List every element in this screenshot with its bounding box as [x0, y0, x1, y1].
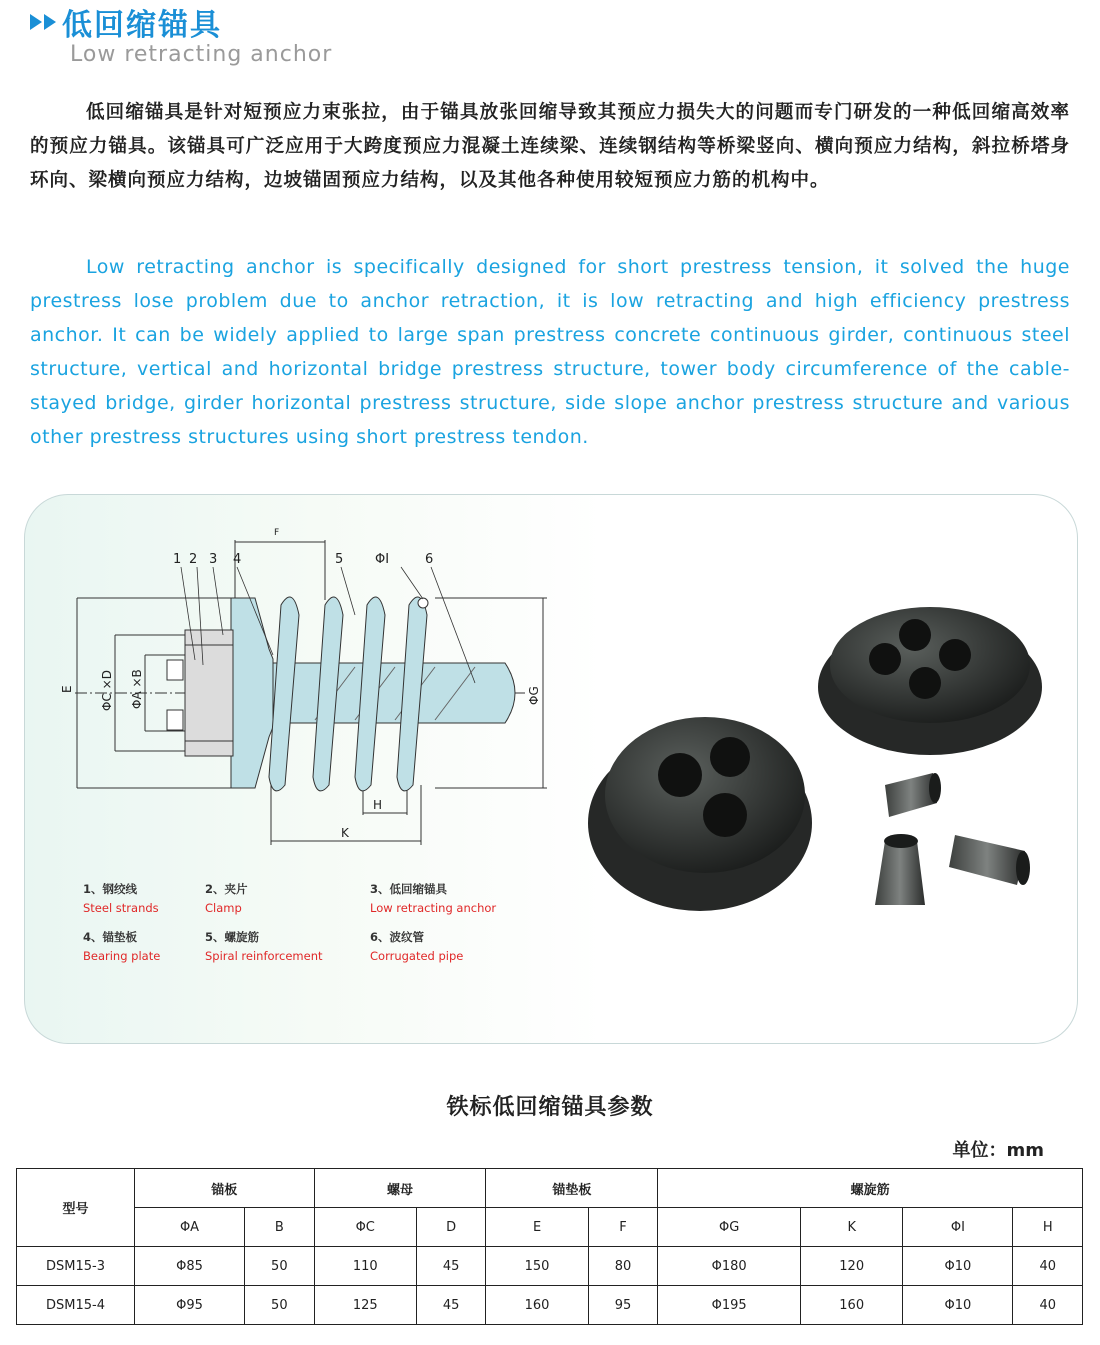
legend-item-6: 6、波纹管 Corrugated pipe — [370, 930, 464, 963]
dim-h-label: H — [373, 798, 383, 812]
table-cell-model: DSM15-3 — [17, 1247, 135, 1286]
group-header-spiral: 螺旋筋 — [658, 1169, 1083, 1208]
table-cell: Φ180 — [658, 1247, 801, 1286]
column-header: ΦI — [903, 1208, 1013, 1247]
table-cell: Φ85 — [135, 1247, 245, 1286]
dim-cd-label: ΦC ×D — [100, 670, 114, 711]
callout-1: 1 — [173, 552, 182, 567]
column-header: ΦC — [314, 1208, 416, 1247]
table-column-header-row — [17, 1208, 1083, 1247]
table-cell: Φ10 — [903, 1286, 1013, 1325]
model-header: 型号 — [17, 1169, 135, 1247]
callout-3: 3 — [209, 552, 218, 567]
table-row — [17, 1286, 1083, 1325]
unit-label: 单位：mm — [952, 1140, 1044, 1161]
callout-4: 4 — [233, 552, 242, 567]
table-title: 铁标低回缩锚具参数 — [446, 1095, 654, 1120]
dim-k-label: K — [341, 826, 349, 840]
table-cell-model: DSM15-4 — [17, 1286, 135, 1325]
table-cell: Φ195 — [658, 1286, 801, 1325]
page-header — [30, 2, 222, 42]
legend-item-5: 5、螺旋筋 Spiral reinforcement — [205, 930, 323, 963]
table-cell: 160 — [801, 1286, 903, 1325]
intro-paragraph-cn: 低回缩锚具是针对短预应力束张拉，由于锚具放张回缩导致其预应力损失大的问题而专门研发的一种低回缩高效率的预应力锚具。该锚具可广泛应用于大跨度预应力混凝土连续梁、连续钢结构等桥梁竖向、横向预应力结构，斜拉桥塔身环向、梁横向预应力结构，边坡锚固预应力结构，以及其他各种使用较短预应力筋的机构中。 — [30, 102, 1070, 191]
page-subtitle: Low retracting anchor — [70, 42, 333, 67]
column-header: B — [245, 1208, 315, 1247]
table-cell: 45 — [416, 1286, 486, 1325]
callout-5: 5 — [335, 552, 344, 567]
table-cell: 160 — [486, 1286, 588, 1325]
table-cell: Φ10 — [903, 1247, 1013, 1286]
column-header: ΦA — [135, 1208, 245, 1247]
callout-phi-i: ΦI — [375, 552, 390, 567]
table-cell: 120 — [801, 1247, 903, 1286]
callout-6: 6 — [425, 552, 434, 567]
dim-ab-label: ΦA ×B — [130, 669, 144, 709]
column-header: K — [801, 1208, 903, 1247]
legend-item-2: 2、夹片 Clamp — [205, 882, 248, 915]
table-group-header-row — [17, 1169, 1083, 1208]
table-cell: Φ95 — [135, 1286, 245, 1325]
column-header: ΦG — [658, 1208, 801, 1247]
dim-g-label: ΦG — [527, 686, 541, 705]
group-header-nut: 螺母 — [314, 1169, 486, 1208]
table-cell: 150 — [486, 1247, 588, 1286]
group-header-anchor-plate: 锚板 — [135, 1169, 315, 1208]
table-cell: 95 — [588, 1286, 658, 1325]
anchor-product-photo — [585, 605, 1055, 925]
dim-e-label: E — [60, 685, 74, 693]
double-arrow-icon — [30, 14, 56, 30]
table-row — [17, 1247, 1083, 1286]
column-header: E — [486, 1208, 588, 1247]
intro-paragraph-en: Low retracting anchor is specifically designed for short prestress tension, it solved the huge prestress lose problem due to anchor retraction, it is low retracting and high efficiency prestress anchor. It can be widely applied to large span prestress concrete continuous girder, continuous steel structure, vertical and horizontal bridge prestress structure, tower body circumference of the cable-stayed bridge, girder horizontal prestress structure, side slope anchor prestress structure and various other prestress structures using short prestress tendon. — [30, 256, 1070, 448]
table-cell: 40 — [1013, 1247, 1083, 1286]
column-header: D — [416, 1208, 486, 1247]
table-cell: 125 — [314, 1286, 416, 1325]
diagram-panel — [24, 494, 1078, 1044]
parameter-table — [16, 1168, 1083, 1325]
legend-item-1: 1、钢绞线 Steel strands — [83, 882, 159, 915]
table-cell: 40 — [1013, 1286, 1083, 1325]
column-header: H — [1013, 1208, 1083, 1247]
anchor-section-drawing — [55, 515, 595, 855]
table-cell: 50 — [245, 1286, 315, 1325]
callout-2: 2 — [189, 552, 198, 567]
group-header-bearing-plate: 锚垫板 — [486, 1169, 658, 1208]
page-title: 低回缩锚具 — [62, 8, 222, 43]
table-cell: 50 — [245, 1247, 315, 1286]
table-cell: 110 — [314, 1247, 416, 1286]
dim-f-label: F — [274, 528, 280, 538]
legend-item-3: 3、低回缩锚具 Low retracting anchor — [370, 882, 497, 915]
legend-item-4: 4、锚垫板 Bearing plate — [83, 930, 161, 963]
table-cell: 45 — [416, 1247, 486, 1286]
column-header: F — [588, 1208, 658, 1247]
table-cell: 80 — [588, 1247, 658, 1286]
